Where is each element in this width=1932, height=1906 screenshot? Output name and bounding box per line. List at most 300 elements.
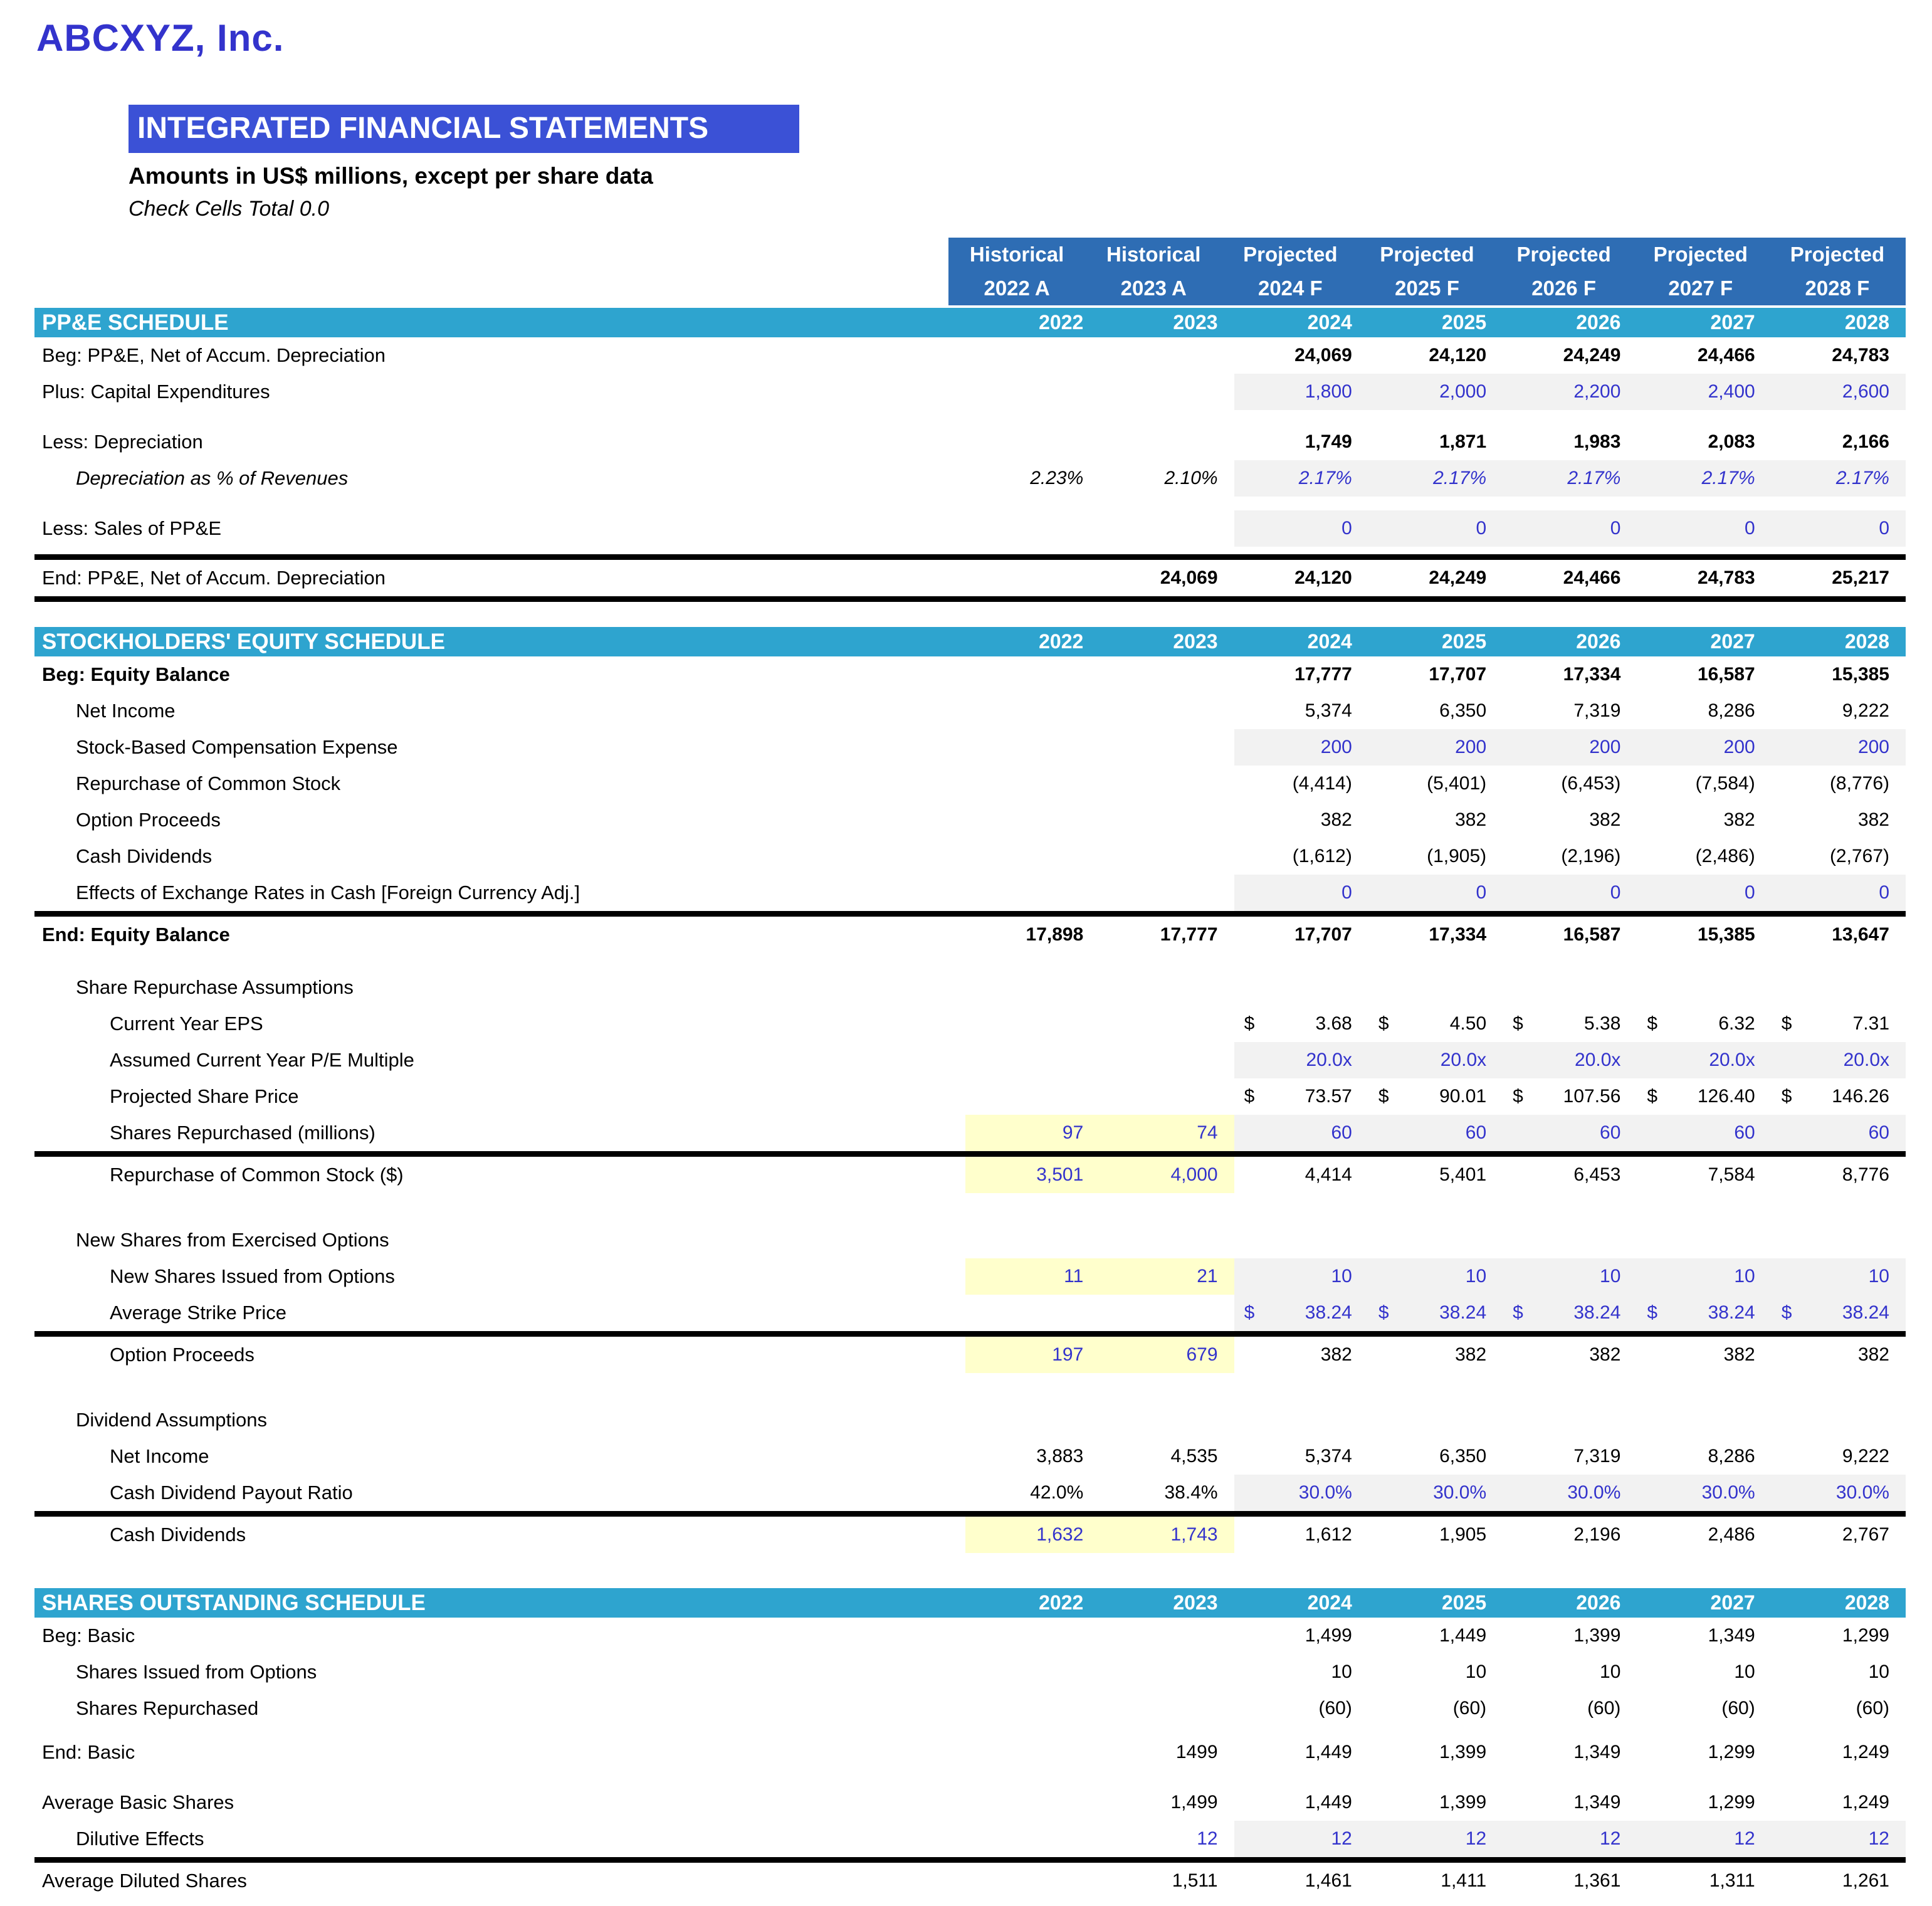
year-cell: 2024: [1307, 1591, 1352, 1614]
year-cell: 2023: [1173, 1591, 1218, 1614]
value-cell: (60): [1318, 1698, 1352, 1719]
value-cell: 20.0x: [1234, 1042, 1368, 1078]
value-cell: (60): [1452, 1698, 1487, 1719]
value-cell: 12: [1234, 1821, 1368, 1857]
value-cell: 1,299: [1708, 1742, 1755, 1762]
row-label: Dilutive Effects: [76, 1828, 204, 1850]
year-cell: 2026: [1576, 311, 1621, 334]
value-cell: 6,350: [1439, 700, 1487, 721]
value-cell: 382: [1723, 809, 1755, 830]
value-cell: 1,399: [1439, 1742, 1487, 1762]
row-effects-of-exchange-rates-in-cash-foreign-currency-adj: [34, 875, 1906, 911]
row-cash-dividend-payout-ratio: [34, 1475, 1906, 1511]
value-cell: 10: [1772, 1258, 1906, 1295]
value-cell: [1100, 838, 1234, 875]
row-average-diluted-shares: [34, 1857, 1906, 1899]
value-cell: 4,535: [1170, 1446, 1218, 1466]
dollar-sign: $: [1513, 1086, 1523, 1107]
value-cell: 1,311: [1709, 1870, 1755, 1891]
value-cell: 42.0%: [1030, 1482, 1084, 1503]
row-assumed-current-year-p-e-multiple: [34, 1042, 1906, 1078]
value-cell: 24,069: [1294, 345, 1352, 366]
value-cell: (7,584): [1695, 773, 1755, 794]
value-cell: 60: [1637, 1115, 1771, 1151]
value-cell: (1,612): [1292, 846, 1352, 866]
schedule-stockholders-equity-schedule: [34, 627, 1906, 1553]
value-cell: 2.17%: [1637, 460, 1771, 497]
value-cell: 0: [1368, 510, 1503, 547]
value-cell: (60): [1856, 1698, 1889, 1719]
value-cell: [1637, 1222, 1771, 1258]
value-cell: [1100, 337, 1234, 374]
cell-number: 7.31: [1852, 1013, 1889, 1034]
row-label: Dividend Assumptions: [76, 1409, 267, 1431]
value-cell: 2.17%: [1772, 460, 1906, 497]
row-stock-based-compensation-expense: [34, 729, 1906, 766]
value-cell: 17,707: [1429, 664, 1487, 685]
value-cell: 6,453: [1573, 1164, 1621, 1185]
value-cell: [1772, 1222, 1906, 1258]
value-cell: 3,883: [1036, 1446, 1084, 1466]
value-cell: [1772, 1402, 1906, 1438]
row-label: Beg: PP&E, Net of Accum. Depreciation: [42, 344, 386, 366]
value-cell: 2.23%: [1030, 468, 1084, 488]
value-cell: 24,783: [1832, 345, 1889, 366]
value-cell: [965, 693, 1100, 729]
value-cell: [965, 1821, 1100, 1857]
value-cell: 17,334: [1429, 924, 1487, 945]
schedule-header-shares-outstanding-schedule: [34, 1588, 1906, 1618]
spacer-row: [34, 410, 1906, 424]
cell-number: 4.50: [1449, 1013, 1487, 1034]
dollar-sign: $: [1244, 1013, 1255, 1034]
year-cell: 2028: [1844, 1591, 1889, 1614]
row-label: Shares Repurchased: [76, 1697, 259, 1719]
row-average-basic-shares: [34, 1784, 1906, 1821]
value-cell: [965, 1402, 1100, 1438]
value-cell: [965, 766, 1100, 802]
value-cell: 20.0x: [1503, 1042, 1637, 1078]
page-title: INTEGRATED FINANCIAL STATEMENTS: [129, 105, 799, 153]
value-cell: [965, 1863, 1100, 1899]
cell-number: 3.68: [1315, 1013, 1352, 1034]
value-cell: (8,776): [1829, 773, 1889, 794]
value-cell: 20.0x: [1368, 1042, 1503, 1078]
value-cell: 24,466: [1563, 567, 1621, 588]
value-cell: [1234, 1078, 1368, 1115]
value-cell: 7,584: [1708, 1164, 1755, 1185]
value-cell: 5,374: [1305, 700, 1352, 721]
value-cell: 1,632: [965, 1517, 1100, 1553]
value-cell: [965, 969, 1100, 1006]
row-label: New Shares from Exercised Options: [76, 1229, 389, 1251]
value-cell: 1,411: [1441, 1870, 1487, 1891]
value-cell: [1368, 1295, 1503, 1331]
row-label: Average Basic Shares: [42, 1791, 234, 1813]
row-net-income: [34, 693, 1906, 729]
cell-number: 38.24: [1305, 1302, 1352, 1323]
row-label: Plus: Capital Expenditures: [42, 381, 270, 403]
value-cell: [965, 1042, 1100, 1078]
schedule-pp-e-schedule: [34, 308, 1906, 602]
value-cell: [965, 510, 1100, 547]
value-cell: 2,486: [1708, 1524, 1755, 1545]
value-cell: [1503, 1402, 1637, 1438]
value-cell: 1,499: [1305, 1625, 1352, 1646]
value-cell: 1,871: [1439, 431, 1487, 452]
value-cell: 200: [1637, 729, 1771, 766]
check-cells-note: Check Cells Total 0.0: [129, 197, 330, 221]
value-cell: 1,261: [1842, 1870, 1889, 1891]
row-label: Net Income: [110, 1445, 209, 1467]
row-beg-pp-e-net-of-accum-depreciation: [34, 337, 1906, 374]
spacer-row: [34, 953, 1906, 969]
value-cell: 10: [1234, 1258, 1368, 1295]
value-cell: [965, 1784, 1100, 1821]
value-cell: 1499: [1175, 1742, 1218, 1762]
value-cell: [1234, 1222, 1368, 1258]
value-cell: 10: [1368, 1258, 1503, 1295]
value-cell: 0: [1368, 875, 1503, 911]
value-cell: 1,499: [1170, 1792, 1218, 1813]
spacer-row: [34, 1771, 1906, 1784]
cell-number: 5.38: [1584, 1013, 1621, 1034]
value-cell: [1234, 1295, 1368, 1331]
value-cell: 24,120: [1294, 567, 1352, 588]
value-cell: 15,385: [1697, 924, 1755, 945]
value-cell: 2.17%: [1368, 460, 1503, 497]
schedules-container: [34, 308, 1906, 1899]
value-cell: 0: [1637, 875, 1771, 911]
value-cell: 5,374: [1305, 1446, 1352, 1466]
value-cell: 1,749: [1305, 431, 1352, 452]
spacer-row: [34, 497, 1906, 510]
row-label: Effects of Exchange Rates in Cash [Foreign Currency Adj.]: [76, 882, 580, 903]
row-dividend-assumptions: [34, 1402, 1906, 1438]
value-cell: 382: [1320, 809, 1352, 830]
row-option-proceeds: [34, 802, 1906, 838]
dollar-sign: $: [1244, 1086, 1255, 1107]
row-label: End: Equity Balance: [42, 924, 230, 945]
row-label: Stock-Based Compensation Expense: [76, 736, 398, 758]
row-label: Shares Issued from Options: [76, 1661, 317, 1683]
value-cell: [1100, 766, 1234, 802]
value-cell: [965, 337, 1100, 374]
value-cell: [1772, 1295, 1906, 1331]
value-cell: 1,349: [1573, 1792, 1621, 1813]
value-cell: 10: [1465, 1661, 1487, 1682]
row-label: Option Proceeds: [110, 1344, 255, 1366]
value-cell: [1503, 969, 1637, 1006]
value-cell: 30.0%: [1368, 1475, 1503, 1511]
value-cell: 17,898: [1026, 924, 1084, 945]
value-cell: [1100, 969, 1234, 1006]
value-cell: [1234, 1006, 1368, 1042]
value-cell: [1637, 1295, 1771, 1331]
year-cell: 2026: [1576, 630, 1621, 653]
column-type-label: Projected: [1790, 243, 1885, 266]
schedule-header-pp-e-schedule: [34, 308, 1906, 337]
value-cell: 10: [1503, 1258, 1637, 1295]
value-cell: 10: [1734, 1661, 1755, 1682]
column-type-label: Historical: [969, 243, 1064, 266]
value-cell: 382: [1455, 1344, 1487, 1365]
value-cell: [1637, 1006, 1771, 1042]
row-label: Assumed Current Year P/E Multiple: [110, 1049, 414, 1071]
year-cell: 2022: [1039, 630, 1084, 653]
value-cell: 1,349: [1573, 1742, 1621, 1762]
row-label: Beg: Equity Balance: [42, 663, 230, 685]
cell-number: 38.24: [1842, 1302, 1889, 1323]
value-cell: 0: [1503, 875, 1637, 911]
row-repurchase-of-common-stock: [34, 1151, 1906, 1193]
row-depreciation-as-of-revenues: [34, 460, 1906, 497]
column-year-label: 2023 A: [1120, 276, 1187, 300]
row-label: Share Repurchase Assumptions: [76, 976, 354, 998]
value-cell: 15,385: [1832, 664, 1889, 685]
cell-number: 38.24: [1573, 1302, 1621, 1323]
column-year-label: 2024 F: [1257, 276, 1323, 300]
value-cell: 1,461: [1305, 1870, 1352, 1891]
value-cell: 21: [1100, 1258, 1234, 1295]
value-cell: 8,286: [1708, 700, 1755, 721]
column-type-label: Historical: [1106, 243, 1201, 266]
spacer-row: [34, 1727, 1906, 1734]
value-cell: 12: [1637, 1821, 1771, 1857]
value-cell: 2,200: [1503, 374, 1637, 410]
value-cell: 8,286: [1708, 1446, 1755, 1466]
value-cell: 10: [1868, 1661, 1889, 1682]
row-label: Repurchase of Common Stock ($): [110, 1164, 404, 1186]
dollar-sign: $: [1244, 1302, 1255, 1323]
value-cell: 24,249: [1563, 345, 1621, 366]
value-cell: 8,776: [1842, 1164, 1889, 1185]
value-cell: 7,319: [1573, 700, 1621, 721]
value-cell: 5,401: [1439, 1164, 1487, 1185]
value-cell: [1234, 969, 1368, 1006]
schedule-title: PP&E SCHEDULE: [42, 310, 229, 335]
value-cell: [1100, 802, 1234, 838]
value-cell: [1100, 1006, 1234, 1042]
value-cell: 200: [1234, 729, 1368, 766]
value-cell: (1,905): [1427, 846, 1487, 866]
dollar-sign: $: [1647, 1086, 1658, 1107]
value-cell: 1,399: [1439, 1792, 1487, 1813]
row-label: Beg: Basic: [42, 1624, 135, 1646]
value-cell: 4,414: [1305, 1164, 1352, 1185]
value-cell: 1,449: [1305, 1742, 1352, 1762]
column-year-row: [948, 271, 1906, 305]
value-cell: [1234, 1402, 1368, 1438]
row-less-sales-of-pp-e: [34, 510, 1906, 547]
value-cell: 1,449: [1305, 1792, 1352, 1813]
year-cell: 2025: [1441, 1591, 1487, 1614]
value-cell: [1100, 1402, 1234, 1438]
value-cell: (4,414): [1292, 773, 1352, 794]
row-new-shares-issued-from-options: [34, 1258, 1906, 1295]
row-share-repurchase-assumptions: [34, 969, 1906, 1006]
row-label: Current Year EPS: [110, 1013, 263, 1035]
value-cell: 197: [965, 1337, 1100, 1373]
row-label: End: Basic: [42, 1741, 135, 1763]
value-cell: 382: [1857, 1344, 1889, 1365]
value-cell: 10: [1637, 1258, 1771, 1295]
row-cash-dividends: [34, 1511, 1906, 1553]
value-cell: 382: [1857, 809, 1889, 830]
value-cell: 1,449: [1439, 1625, 1487, 1646]
value-cell: [965, 1734, 1100, 1771]
column-type-label: Projected: [1380, 243, 1474, 266]
value-cell: 17,777: [1160, 924, 1218, 945]
value-cell: 74: [1100, 1115, 1234, 1151]
value-cell: 9,222: [1842, 1446, 1889, 1466]
value-cell: 1,800: [1234, 374, 1368, 410]
year-cell: 2027: [1710, 1591, 1755, 1614]
value-cell: [1637, 1402, 1771, 1438]
year-cell: 2023: [1173, 630, 1218, 653]
value-cell: 382: [1589, 809, 1621, 830]
value-cell: [1503, 1295, 1637, 1331]
value-cell: 2.17%: [1503, 460, 1637, 497]
row-label: Net Income: [76, 700, 176, 722]
value-cell: 0: [1772, 510, 1906, 547]
value-cell: [1503, 1078, 1637, 1115]
value-cell: 20.0x: [1637, 1042, 1771, 1078]
value-cell: 382: [1723, 1344, 1755, 1365]
value-cell: 30.0%: [1234, 1475, 1368, 1511]
row-end-basic: [34, 1734, 1906, 1771]
row-label: Average Strike Price: [110, 1302, 286, 1324]
value-cell: [965, 374, 1100, 410]
row-label: Projected Share Price: [110, 1085, 299, 1107]
value-cell: 200: [1368, 729, 1503, 766]
value-cell: [965, 560, 1100, 596]
schedule-title: SHARES OUTSTANDING SCHEDULE: [42, 1590, 426, 1615]
value-cell: [965, 656, 1100, 693]
value-cell: [965, 875, 1100, 911]
schedule-shares-outstanding-schedule: [34, 1588, 1906, 1899]
cell-number: 6.32: [1718, 1013, 1755, 1034]
value-cell: 30.0%: [1772, 1475, 1906, 1511]
value-cell: [965, 1295, 1100, 1331]
value-cell: [1503, 1006, 1637, 1042]
value-cell: [1368, 1222, 1503, 1258]
value-cell: 12: [1503, 1821, 1637, 1857]
value-cell: 2,600: [1772, 374, 1906, 410]
value-cell: 24,069: [1160, 567, 1218, 588]
value-cell: [1100, 424, 1234, 460]
dollar-sign: $: [1513, 1302, 1523, 1323]
value-cell: [965, 424, 1100, 460]
year-cell: 2022: [1039, 1591, 1084, 1614]
spacer-row: [34, 1193, 1906, 1222]
column-year-label: 2028 F: [1805, 276, 1870, 300]
row-projected-share-price: [34, 1078, 1906, 1115]
row-label: Repurchase of Common Stock: [76, 772, 341, 794]
value-cell: 2,400: [1637, 374, 1771, 410]
value-cell: 12: [1772, 1821, 1906, 1857]
value-cell: 1,249: [1842, 1792, 1889, 1813]
value-cell: [1503, 1222, 1637, 1258]
spacer-row: [34, 1373, 1906, 1402]
year-cell: 2027: [1710, 311, 1755, 334]
row-dilutive-effects: [34, 1821, 1906, 1857]
row-label: Shares Repurchased (millions): [110, 1122, 375, 1144]
column-year-label: 2025 F: [1395, 276, 1459, 300]
value-cell: 2.10%: [1164, 468, 1218, 488]
row-average-strike-price: [34, 1295, 1906, 1331]
value-cell: (60): [1721, 1698, 1755, 1719]
column-year-label: 2027 F: [1668, 276, 1733, 300]
year-cell: 2025: [1441, 630, 1487, 653]
value-cell: [1772, 1078, 1906, 1115]
value-cell: [965, 1006, 1100, 1042]
dollar-sign: $: [1513, 1013, 1523, 1034]
value-cell: [1772, 969, 1906, 1006]
row-label: Cash Dividends: [76, 845, 213, 867]
value-cell: 0: [1503, 510, 1637, 547]
value-cell: 12: [1368, 1821, 1503, 1857]
value-cell: 25,217: [1832, 567, 1889, 588]
value-cell: 2,083: [1708, 431, 1755, 452]
row-shares-repurchased: [34, 1690, 1906, 1727]
value-cell: 16,587: [1697, 664, 1755, 685]
value-cell: 679: [1100, 1337, 1234, 1373]
value-cell: 60: [1503, 1115, 1637, 1151]
value-cell: 16,587: [1563, 924, 1621, 945]
row-shares-repurchased-millions: [34, 1115, 1906, 1151]
value-cell: 38.4%: [1164, 1482, 1218, 1503]
cell-number: 146.26: [1832, 1086, 1889, 1107]
spacer-row: [34, 547, 1906, 554]
year-cell: 2028: [1844, 311, 1889, 334]
value-cell: 382: [1320, 1344, 1352, 1365]
value-cell: [1100, 510, 1234, 547]
value-cell: 6,350: [1439, 1446, 1487, 1466]
value-cell: 60: [1234, 1115, 1368, 1151]
value-cell: 10: [1331, 1661, 1352, 1682]
value-cell: 60: [1772, 1115, 1906, 1151]
value-cell: 20.0x: [1772, 1042, 1906, 1078]
dollar-sign: $: [1647, 1013, 1658, 1034]
cell-number: 126.40: [1697, 1086, 1755, 1107]
value-cell: [1368, 1402, 1503, 1438]
value-cell: [1637, 1078, 1771, 1115]
row-shares-issued-from-options: [34, 1654, 1906, 1690]
value-cell: [1772, 1006, 1906, 1042]
value-cell: [965, 1654, 1100, 1690]
value-cell: [965, 1078, 1100, 1115]
value-cell: 2,000: [1368, 374, 1503, 410]
value-cell: 17,777: [1294, 664, 1352, 685]
value-cell: [1100, 1078, 1234, 1115]
dollar-sign: $: [1781, 1013, 1792, 1034]
value-cell: 17,334: [1563, 664, 1621, 685]
dollar-sign: $: [1781, 1086, 1792, 1107]
value-cell: 10: [1600, 1661, 1621, 1682]
row-repurchase-of-common-stock: [34, 766, 1906, 802]
value-cell: 3,501: [965, 1157, 1100, 1193]
value-cell: 0: [1637, 510, 1771, 547]
value-cell: [965, 729, 1100, 766]
row-label: Less: Sales of PP&E: [42, 517, 222, 539]
row-label: Average Diluted Shares: [42, 1870, 247, 1892]
value-cell: (60): [1587, 1698, 1621, 1719]
value-cell: 30.0%: [1637, 1475, 1771, 1511]
row-less-depreciation: [34, 424, 1906, 460]
column-year-label: 2026 F: [1531, 276, 1596, 300]
year-cell: 2022: [1039, 311, 1084, 334]
